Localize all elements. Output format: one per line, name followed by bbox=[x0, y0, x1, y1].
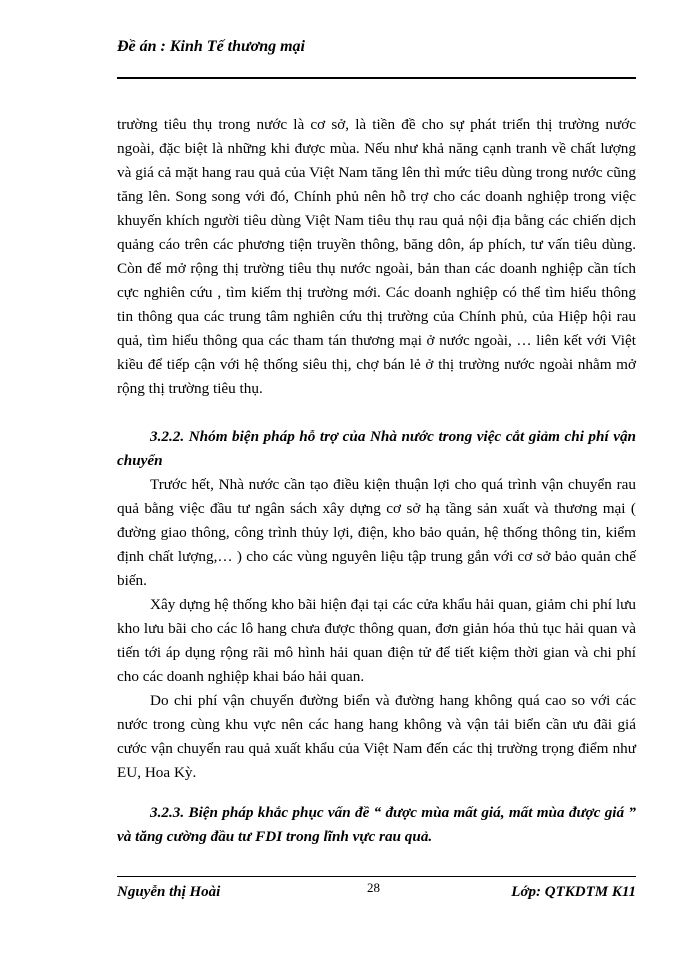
section-heading-3-2-3: 3.2.3. Biện pháp khắc phục vấn đề “ được mùa mất giá, mất mùa được giá ” và tăng cường đầu tư FDI trong lĩnh vực rau quả. bbox=[117, 804, 636, 845]
footer-author: Nguyễn thị Hoài bbox=[117, 884, 221, 900]
paragraph-infrastructure: Trước hết, Nhà nước cần tạo điều kiện thuận lợi cho quá trình vận chuyển rau quả bằng việc đầu tư ngân sách xây dựng cơ sở hạ tầng sản xuất và thương mại ( đường giao thông, công trình thủy lợi, điện, kho bảo quản, hệ thống thông tin, kiểm định chất lượng,… ) cho các vùng nguyên liệu tập trung gắn với cơ sở bảo quản chế biến. bbox=[117, 476, 636, 589]
header-rule bbox=[117, 77, 636, 79]
paragraph-freight-costs: Do chi phí vận chuyển đường biển và đường hang không quá cao so với các nước trong cùng khu vực nên các hang hang không và vận tải biển cần ưu đãi giá cước vận chuyển rau quả xuất khẩu của Việt Nam đến các thị trường trọng điểm như EU, Hoa Kỳ. bbox=[117, 692, 636, 781]
section-heading-3-2-2: 3.2.2. Nhóm biện pháp hỗ trợ của Nhà nước trong việc cắt giảm chi phí vận chuyển bbox=[117, 428, 636, 469]
header-title: Đề án : Kinh Tế thương mại bbox=[117, 38, 305, 55]
page-number: 28 bbox=[367, 880, 380, 895]
footer-rule bbox=[117, 876, 636, 877]
paragraph-market-development: trường tiêu thụ trong nước là cơ sở, là tiền đề cho sự phát triển thị trường nước ngoài, đặc biệt là những khi được mùa. Nếu như khả năng cạnh tranh về chất lượng và giá cả mặt hang rau quả của Việt Nam tăng lên thì mức tiêu dùng trong nước cũng tăng lên. Song song với đó, Chính phủ nên hỗ trợ cho các doanh nghiệp trong việc khuyến khích người tiêu dùng Việt Nam tiêu thụ rau quả nội địa bằng các chiến dịch quảng cáo trên các phương tiện truyền thông, băng dôn, áp phích, tư vấn tiêu dùng. Còn để mở rộng thị trường tiêu thụ nước ngoài, bản than các doanh nghiệp cần tích cực nghiên cứu , tìm kiếm thị trường mới. Các doanh nghiệp có thể tìm hiểu thông tin thông qua các trung tâm nghiên cứu thị trường của Chính phủ, của Hiệp hội rau quả, tìm hiểu thông qua các tham tán thương mại ở nước ngoài, … liên kết với Việt kiều để tiếp cận với hệ thống siêu thị, chợ bán lẻ ở thị trường nước ngoài nhằm mở rộng thị trường tiêu thụ. bbox=[117, 116, 636, 397]
paragraph-warehouse-customs: Xây dựng hệ thống kho bãi hiện đại tại các cửa khẩu hải quan, giảm chi phí lưu kho lưu bãi cho các lô hang chưa được thông quan, đơn giản hóa thủ tục hải quan và tiến tới áp dụng rộng rãi mô hình hải quan điện tử để tiết kiệm thời gian và chi phí cho các doanh nghiệp khai báo hải quan. bbox=[117, 596, 636, 685]
footer-class-label: Lớp: QTKDTM K11 bbox=[511, 884, 636, 900]
